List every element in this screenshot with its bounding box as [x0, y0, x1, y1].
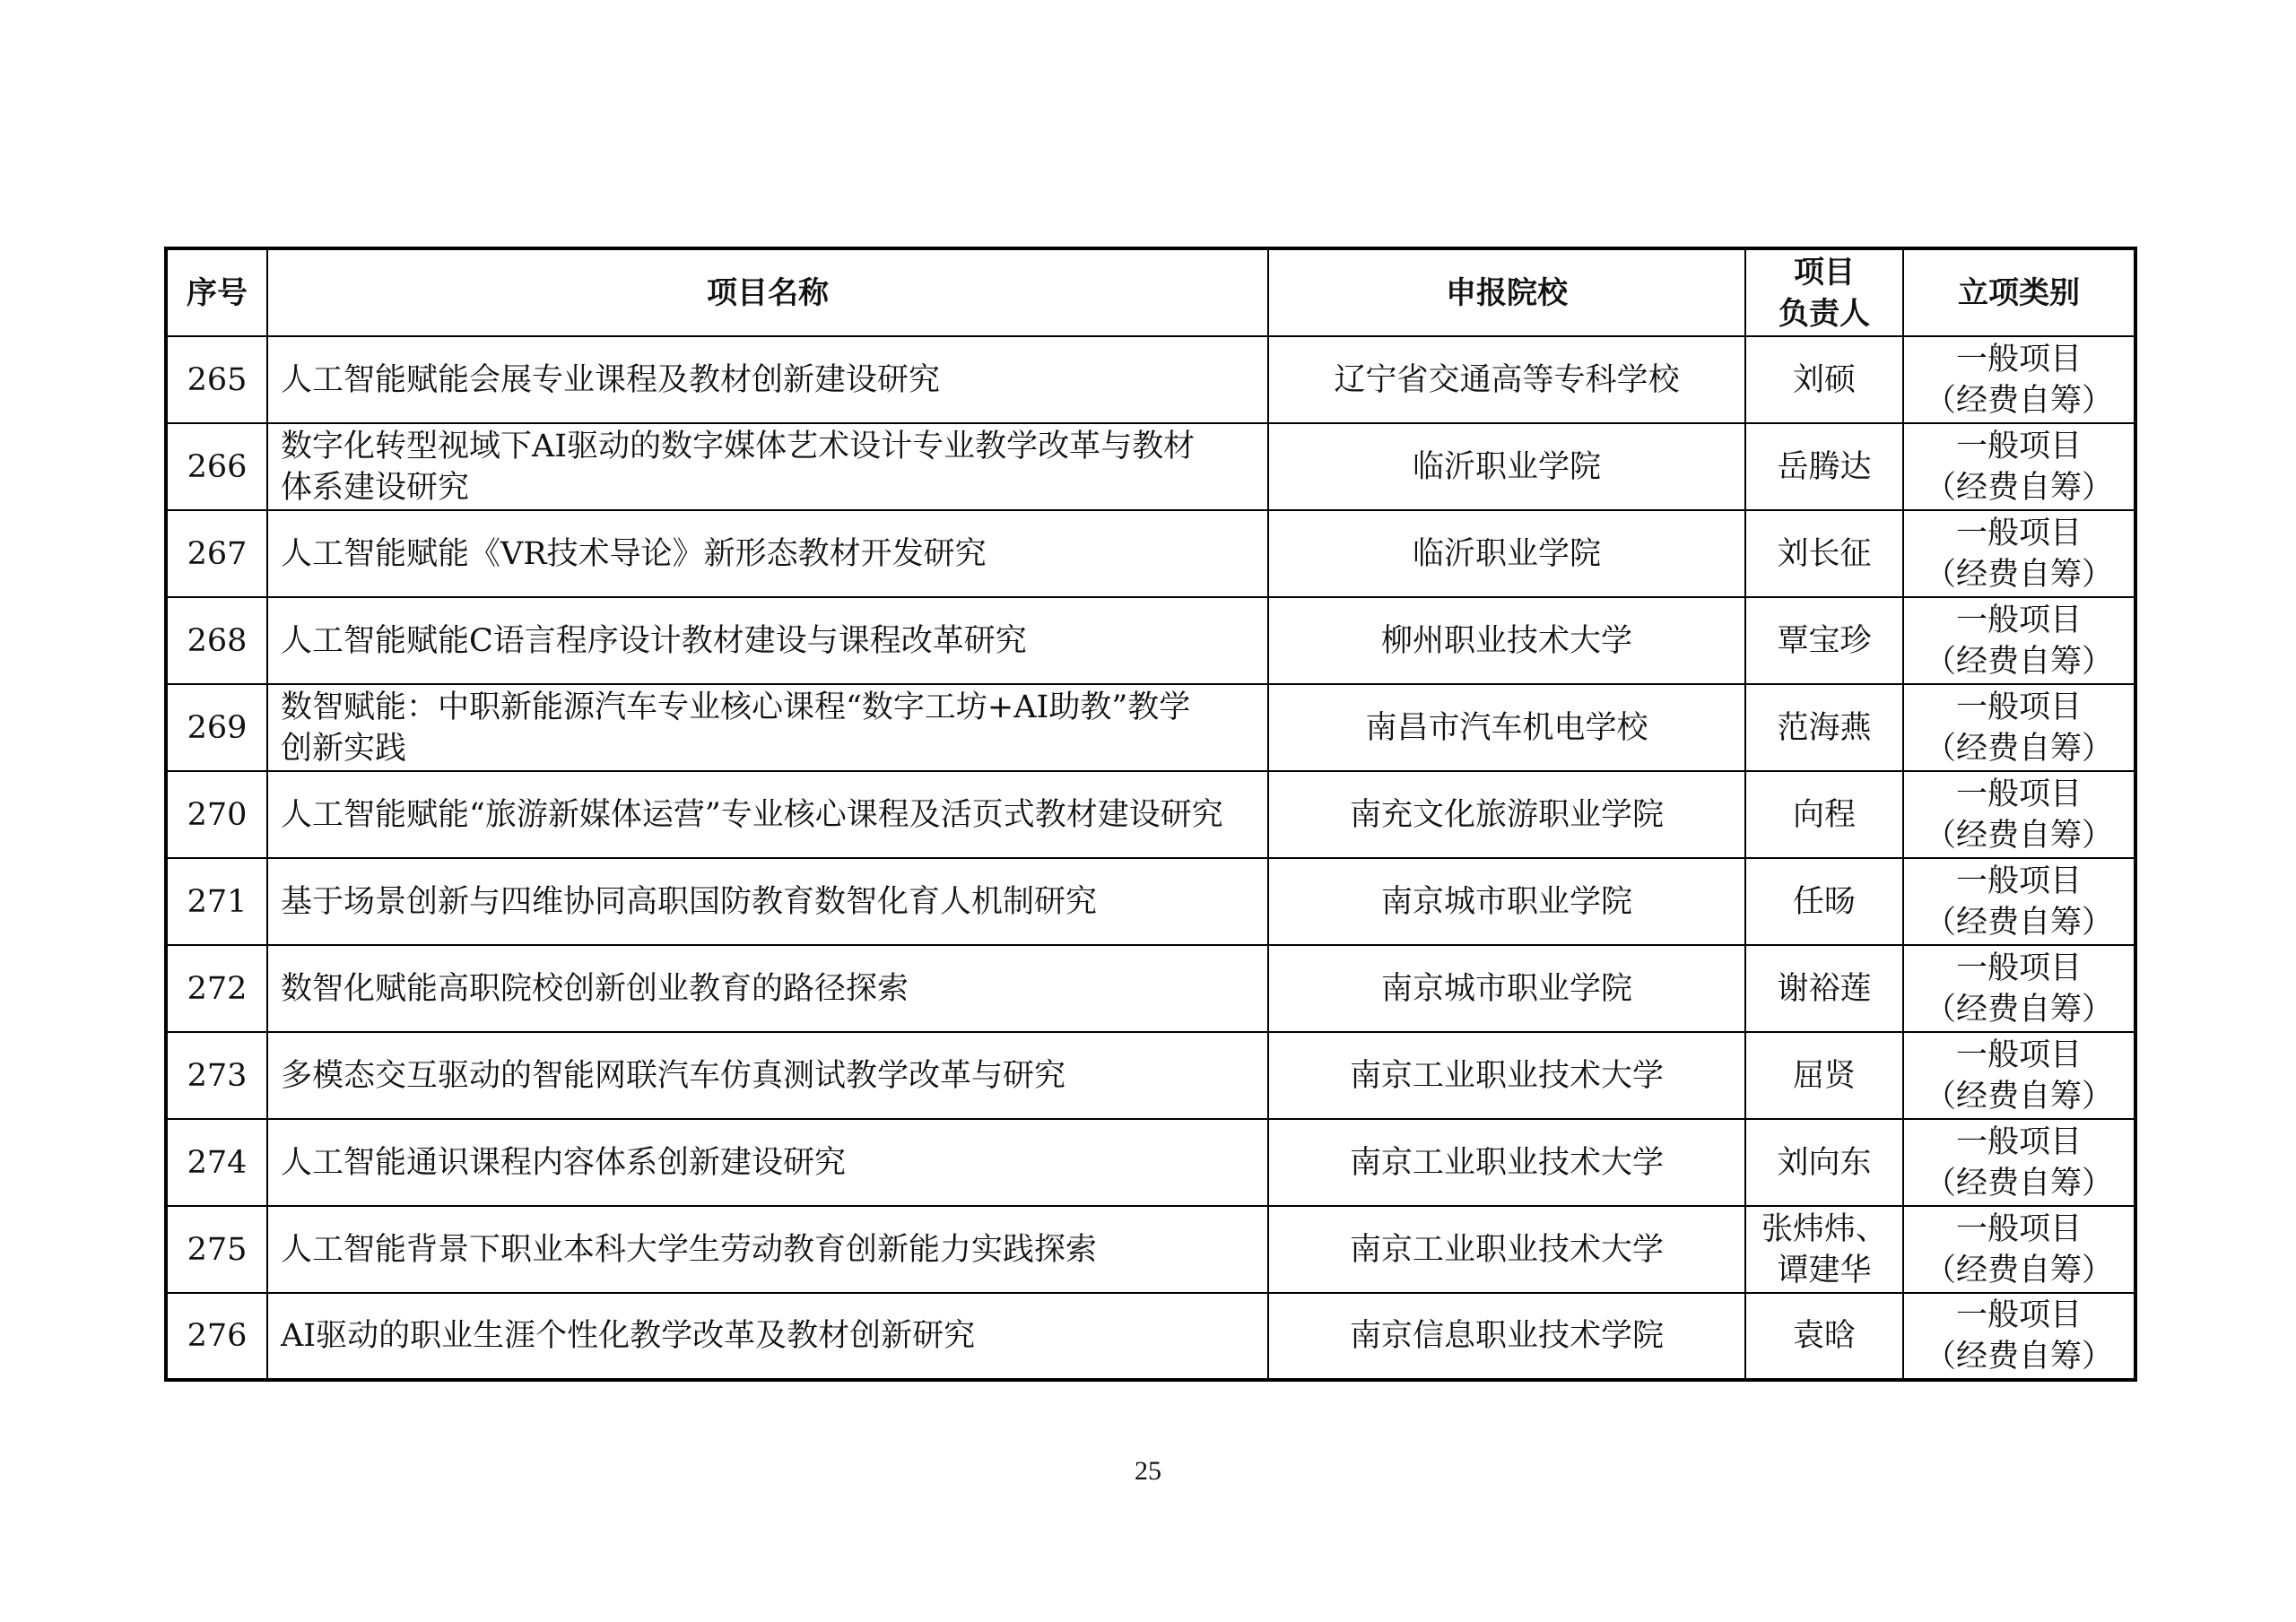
- institution-cell: 南充文化旅游职业学院: [1268, 771, 1745, 858]
- project-category-cell: [1903, 945, 2135, 1032]
- project-leader-cell: [1745, 336, 1903, 423]
- project-name-line: 人工智能赋能《VR技术导论》新形态教材开发研究: [281, 535, 987, 572]
- project-category-line: 一般项目: [1955, 1210, 2082, 1247]
- table-row: [166, 1206, 2135, 1293]
- table-row: [166, 684, 2135, 771]
- institution-cell: 南京城市职业学院: [1268, 858, 1745, 945]
- project-name-cell: [267, 510, 1268, 597]
- serial-number-cell: 275: [166, 1206, 267, 1293]
- page-number: 25: [1135, 1456, 1161, 1486]
- project-leader-cell: [1745, 945, 1903, 1032]
- project-category-line: （经费自筹）: [1924, 643, 2113, 680]
- project-name-cell: [267, 1206, 1268, 1293]
- table-row: [166, 336, 2135, 423]
- project-category-line: 一般项目: [1955, 341, 2082, 377]
- project-category-cell: [1903, 1119, 2135, 1206]
- serial-number-cell: 270: [166, 771, 267, 858]
- serial-number-cell: 268: [166, 597, 267, 684]
- header-applying-institution: 申报院校: [1268, 248, 1745, 336]
- serial-number-cell: 276: [166, 1293, 267, 1380]
- project-leader-line: 岳腾达: [1777, 448, 1872, 485]
- project-leader-cell: [1745, 771, 1903, 858]
- institution-cell: 南京信息职业技术学院: [1268, 1293, 1745, 1380]
- project-category-line: （经费自筹）: [1924, 1078, 2113, 1115]
- project-leader-cell: [1745, 1032, 1903, 1119]
- serial-number-cell: 266: [166, 423, 267, 510]
- project-category-line: 一般项目: [1955, 863, 2082, 899]
- project-category-line: 一般项目: [1955, 515, 2082, 551]
- table-body: [166, 336, 2135, 1380]
- institution-cell: 南京工业职业技术大学: [1268, 1119, 1745, 1206]
- header-project-leader-line-2: 负责人: [1779, 295, 1870, 332]
- project-category-line: （经费自筹）: [1924, 730, 2113, 767]
- project-category-cell: [1903, 1293, 2135, 1380]
- project-leader-cell: [1745, 1119, 1903, 1206]
- project-leader-line: 谢裕莲: [1777, 970, 1872, 1007]
- project-category-cell: [1903, 597, 2135, 684]
- project-category-line: 一般项目: [1955, 602, 2082, 638]
- institution-cell: 临沂职业学院: [1268, 510, 1745, 597]
- project-name-cell: [267, 771, 1268, 858]
- project-leader-line: 袁晗: [1792, 1318, 1856, 1354]
- project-name-cell: [267, 1032, 1268, 1119]
- project-name-cell: [267, 858, 1268, 945]
- project-category-cell: [1903, 510, 2135, 597]
- project-category-line: 一般项目: [1955, 776, 2082, 812]
- project-category-line: （经费自筹）: [1924, 556, 2113, 593]
- project-category-line: 一般项目: [1955, 1297, 2082, 1333]
- project-category-line: （经费自筹）: [1924, 991, 2113, 1028]
- project-name-line: AI驱动的职业生涯个性化教学改革及教材创新研究: [281, 1318, 976, 1354]
- project-category-cell: [1903, 684, 2135, 771]
- project-leader-cell: [1745, 858, 1903, 945]
- table-row: [166, 1032, 2135, 1119]
- project-name-line: 人工智能赋能会展专业课程及教材创新建设研究: [281, 361, 941, 398]
- project-category-line: 一般项目: [1955, 1123, 2082, 1160]
- project-leader-line: 任旸: [1792, 883, 1856, 920]
- serial-number-cell: 269: [166, 684, 267, 771]
- project-category-line: （经费自筹）: [1924, 904, 2113, 941]
- project-leader-line: 范海燕: [1777, 709, 1872, 746]
- serial-number-cell: 267: [166, 510, 267, 597]
- project-category-cell: [1903, 1206, 2135, 1293]
- project-name-cell: [267, 423, 1268, 510]
- project-leader-line: 刘向东: [1777, 1144, 1872, 1181]
- institution-cell: 南昌市汽车机电学校: [1268, 684, 1745, 771]
- project-name-line: 基于场景创新与四维协同高职国防教育数智化育人机制研究: [281, 883, 1098, 920]
- header-serial-number: 序号: [166, 248, 267, 336]
- header-project-leader: [1745, 248, 1903, 336]
- project-category-line: （经费自筹）: [1924, 1339, 2113, 1375]
- serial-number-cell: 272: [166, 945, 267, 1032]
- project-name-cell: [267, 1293, 1268, 1380]
- table-row: [166, 858, 2135, 945]
- project-name-cell: [267, 945, 1268, 1032]
- project-leader-line: 张炜炜、: [1761, 1210, 1887, 1247]
- project-category-line: （经费自筹）: [1924, 1165, 2113, 1201]
- project-name-cell: [267, 1119, 1268, 1206]
- project-name-line: 数智化赋能高职院校创新创业教育的路径探索: [281, 970, 909, 1007]
- project-name-line: 多模态交互驱动的智能网联汽车仿真测试教学改革与研究: [281, 1057, 1066, 1094]
- project-leader-line: 刘硕: [1792, 361, 1856, 398]
- project-category-line: 一般项目: [1955, 1037, 2082, 1073]
- institution-cell: 南京城市职业学院: [1268, 945, 1745, 1032]
- project-leader-line: 向程: [1792, 796, 1856, 833]
- project-category-cell: [1903, 1032, 2135, 1119]
- serial-number-cell: 271: [166, 858, 267, 945]
- project-list-table: [164, 247, 2137, 1382]
- project-name-line: 人工智能通识课程内容体系创新建设研究: [281, 1144, 847, 1181]
- project-category-line: 一般项目: [1955, 689, 2082, 725]
- serial-number-cell: 274: [166, 1119, 267, 1206]
- project-leader-line: 屈贤: [1792, 1057, 1856, 1094]
- project-name-line: 体系建设研究: [281, 469, 470, 506]
- header-project-leader-line-1: 项目: [1794, 254, 1855, 291]
- project-name-cell: [267, 597, 1268, 684]
- project-category-line: （经费自筹）: [1924, 382, 2113, 419]
- project-leader-line: 刘长征: [1777, 535, 1872, 572]
- project-leader-line: 覃宝珍: [1777, 622, 1872, 659]
- project-category-cell: [1903, 858, 2135, 945]
- project-category-cell: [1903, 336, 2135, 423]
- institution-cell: 临沂职业学院: [1268, 423, 1745, 510]
- table-row: [166, 597, 2135, 684]
- project-name-cell: [267, 684, 1268, 771]
- project-leader-cell: [1745, 597, 1903, 684]
- project-category-line: （经费自筹）: [1924, 469, 2113, 506]
- project-category-line: 一般项目: [1955, 950, 2082, 986]
- project-name-line: 创新实践: [281, 730, 407, 767]
- header-project-category: 立项类别: [1903, 248, 2135, 336]
- project-name-line: 数智赋能：中职新能源汽车专业核心课程“数字工坊+AI助教”教学: [281, 689, 1191, 725]
- serial-number-cell: 273: [166, 1032, 267, 1119]
- project-name-line: 人工智能赋能C语言程序设计教材建设与课程改革研究: [281, 622, 1027, 659]
- project-category-line: （经费自筹）: [1924, 1252, 2113, 1288]
- table-row: [166, 1293, 2135, 1380]
- project-leader-line: 谭建华: [1777, 1252, 1872, 1288]
- table-header-row: [166, 248, 2135, 336]
- project-category-cell: [1903, 423, 2135, 510]
- table-row: [166, 423, 2135, 510]
- institution-cell: 南京工业职业技术大学: [1268, 1032, 1745, 1119]
- project-name-cell: [267, 336, 1268, 423]
- project-category-line: （经费自筹）: [1924, 817, 2113, 854]
- project-name-line: 人工智能赋能“旅游新媒体运营”专业核心课程及活页式教材建设研究: [281, 796, 1223, 833]
- institution-cell: 南京工业职业技术大学: [1268, 1206, 1745, 1293]
- project-leader-cell: [1745, 1293, 1903, 1380]
- project-name-line: 数字化转型视域下AI驱动的数字媒体艺术设计专业教学改革与教材: [281, 428, 1196, 464]
- serial-number-cell: 265: [166, 336, 267, 423]
- project-leader-cell: [1745, 684, 1903, 771]
- project-category-line: 一般项目: [1955, 428, 2082, 464]
- project-name-line: 人工智能背景下职业本科大学生劳动教育创新能力实践探索: [281, 1231, 1098, 1268]
- project-leader-cell: [1745, 510, 1903, 597]
- table-row: [166, 945, 2135, 1032]
- institution-cell: 辽宁省交通高等专科学校: [1268, 336, 1745, 423]
- table-row: [166, 1119, 2135, 1206]
- header-project-name: 项目名称: [267, 248, 1268, 336]
- institution-cell: 柳州职业技术大学: [1268, 597, 1745, 684]
- table-row: [166, 510, 2135, 597]
- project-leader-cell: [1745, 423, 1903, 510]
- project-category-cell: [1903, 771, 2135, 858]
- table-row: [166, 771, 2135, 858]
- project-leader-cell: [1745, 1206, 1903, 1293]
